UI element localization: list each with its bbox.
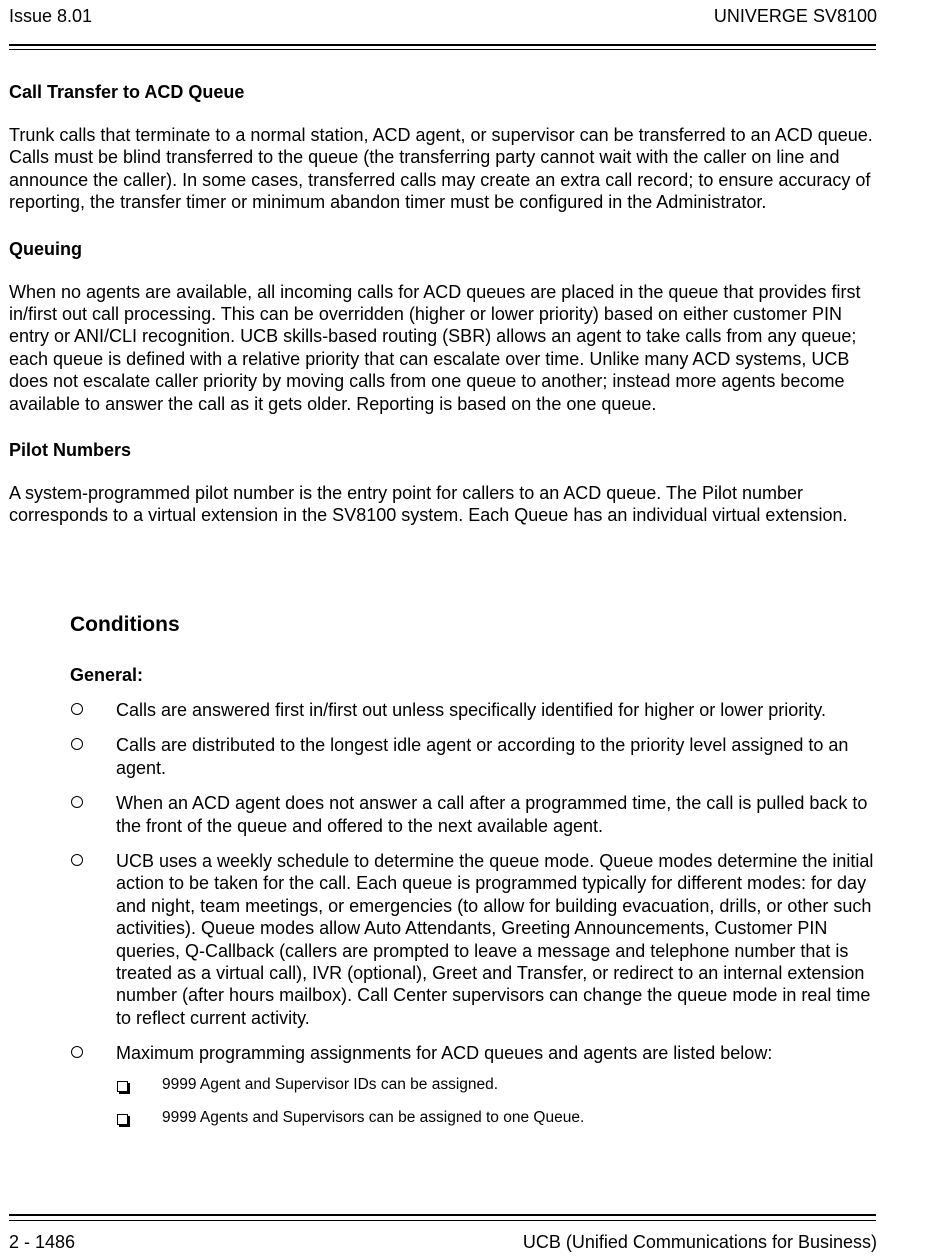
section-paragraph-pilot-numbers: A system-programmed pilot number is the entry point for callers to an ACD queue. The Pilot number corresponds to a virtual extension in the SV8100 system. Each Queue has an individual virtual extension. (9, 483, 848, 526)
list-item (70, 734, 876, 779)
sub-list (116, 1075, 876, 1128)
list-item (70, 699, 876, 721)
list-item-text: Calls are distributed to the longest idle agent or according to the priority level assigned to an agent. (116, 735, 849, 778)
section-paragraph-call-transfer: Trunk calls that terminate to a normal station, ACD agent, or supervisor can be transferred to an ACD queue. Calls must be blind transferred to the queue (the transferring party cannot wait with the caller on line and announce the caller). In some cases, transferred calls may create an extra call record; to ensure accuracy of reporting, the transfer timer or minimum abandon timer must be configured in the Administrator. (9, 125, 873, 213)
square-bullet-icon (117, 1114, 128, 1125)
list-item (70, 1042, 876, 1127)
section-title-queuing: Queuing (9, 238, 82, 259)
header-rule-top (9, 44, 876, 46)
section-title-pilot-numbers: Pilot Numbers (9, 440, 132, 461)
circle-bullet-icon (71, 738, 83, 750)
header-rule-bottom (9, 49, 876, 50)
conditions-section (70, 611, 876, 1141)
circle-bullet-icon (71, 854, 83, 866)
footer-page-number: 2 - 1486 (9, 1232, 76, 1252)
list-item (70, 792, 876, 837)
sub-list-item-text: 9999 Agents and Supervisors can be assigned to one Queue. (162, 1108, 585, 1126)
conditions-title: Conditions (70, 613, 180, 636)
section-paragraph-queuing: When no agents are available, all incoming calls for ACD queues are placed in the queue that provides first in/first out call processing. This can be overridden (higher or lower priority) based on either customer PIN entry or ANI/CLI recognition. UCB skills-based routing (SBR) allows an agent to take calls from any queue; each queue is defined with a relative priority that can escalate over time. Unlike many ACD systems, UCB does not escalate caller priority by moving calls from one queue to another; instead more agents become available to answer the call as it gets older. Reporting is based on the one queue. (9, 281, 861, 414)
body-content (9, 80, 879, 527)
sub-list-item (116, 1075, 876, 1095)
section-title-call-transfer: Call Transfer to ACD Queue (9, 82, 245, 102)
list-item-text: Maximum programming assignments for ACD queues and agents are listed below: (116, 1043, 773, 1064)
circle-bullet-icon (71, 1046, 83, 1058)
circle-bullet-icon (71, 703, 83, 715)
conditions-list (70, 699, 876, 1128)
list-item-text: When an ACD agent does not answer a call after a programmed time, the call is pulled back to the front of the queue and offered to the next available agent. (116, 793, 868, 836)
circle-bullet-icon (71, 796, 83, 808)
footer-rule-top (9, 1214, 876, 1216)
list-item-text: Calls are answered first in/first out unless specifically identified for higher or lower priority. (116, 700, 826, 720)
conditions-subtitle: General: (70, 665, 144, 685)
footer-chapter-title: UCB (Unified Communications for Business) (522, 1232, 877, 1252)
list-item (70, 850, 876, 1029)
header-issue: Issue 8.01 (9, 6, 93, 26)
sub-list-item (116, 1108, 876, 1128)
list-item-text: UCB uses a weekly schedule to determine the queue mode. Queue modes determine the initial action to be taken for the call. Each queue is programmed typically for different modes: for day and night, team meetings, or emergencies (to allow for building evacuation, drills, or other such activities). Queue modes allow Auto Attendants, Greeting Announcements, Customer PIN queries, Q-Callback (callers are prompted to leave a message and telephone number that is treated as a virtual call), IVR (optional), Greet and Transfer, or redirect to an internal extension number (after hours mailbox). Call Center supervisors can change the queue mode in real time to reflect current activity. (116, 851, 874, 1028)
footer-rule-bottom (9, 1220, 876, 1221)
header-product: UNIVERGE SV8100 (713, 6, 877, 26)
sub-list-item-text: 9999 Agent and Supervisor IDs can be assigned. (162, 1075, 499, 1093)
square-bullet-icon (117, 1081, 128, 1092)
